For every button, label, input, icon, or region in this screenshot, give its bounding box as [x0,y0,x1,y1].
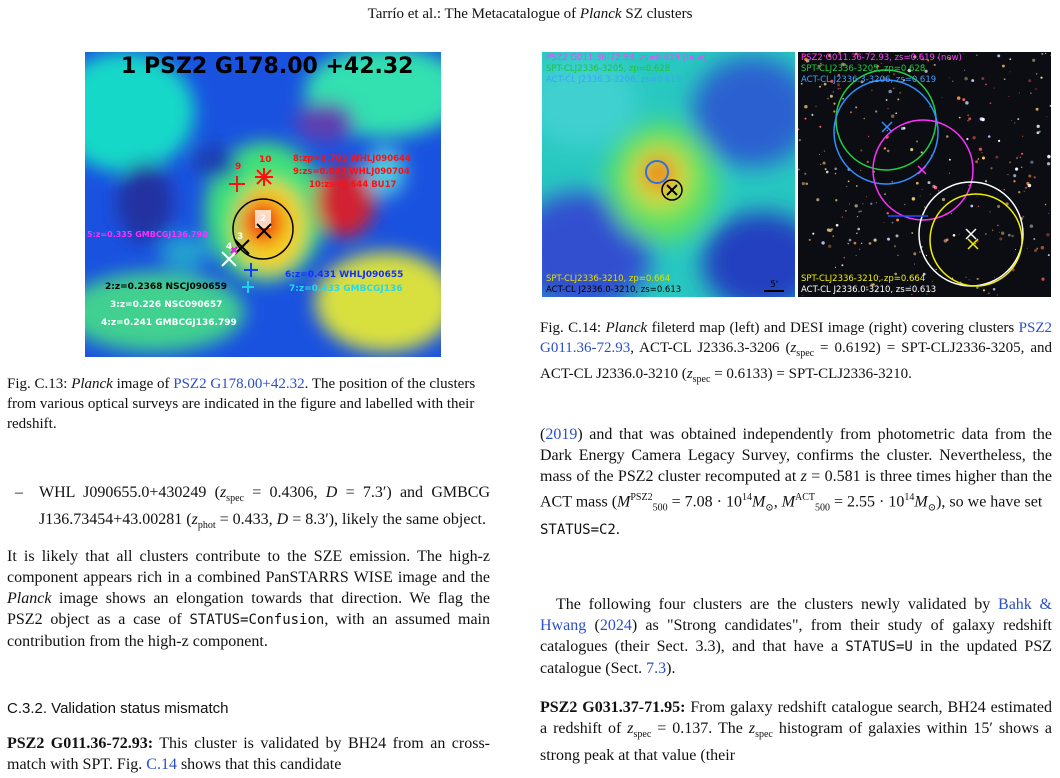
star-dot [827,98,829,100]
star-dot [916,182,919,185]
star-dot [887,108,889,110]
paragraph-confusion: It is likely that all clusters contribute to the SZE emission. The high-z component appears rich in a combined PanSTARRS WISE image and the Planck image shows an elongation towards that direction. We flag the PSZ2 object as a case of STATUS=Confusion, with an assumed main contribution from the high-z component. [7,548,491,650]
star-dot [819,126,821,128]
star-dot [1004,78,1006,80]
star-dot [835,132,836,133]
star-dot [835,173,837,175]
star-dot [934,64,936,66]
star-dot [988,292,990,294]
star-dot [985,233,986,234]
star-dot [997,54,1000,57]
star-dot [944,239,948,243]
star-dot [935,269,937,271]
star-dot [914,264,915,265]
star-dot [1013,180,1015,182]
star-dot [979,148,982,151]
star-dot [977,278,979,280]
star-dot [946,135,949,138]
red-label-10: 10:zs=0.644 BU17 [309,180,397,190]
star-dot [816,198,819,201]
sect-7-3-link[interactable]: 7.3 [646,660,667,677]
star-dot [972,136,975,139]
star-dot [886,137,887,138]
star-dot [804,173,806,175]
star-dot [861,243,863,245]
star-dot [1039,131,1041,133]
star-dot [977,196,978,197]
star-dot [962,98,965,101]
right-bottom-act: ACT-CL J2336.0-3210, zs=0.613 [801,285,937,295]
star-dot [887,238,890,241]
star-dot [985,84,987,86]
star-dot [998,140,1000,142]
star-dot [997,294,998,295]
star-dot [897,255,898,256]
star-dot [887,130,888,131]
star-dot [845,210,847,212]
star-dot [859,249,860,250]
star-dot [957,96,961,100]
star-dot [819,154,820,155]
star-dot [1035,88,1037,90]
star-dot [1002,65,1005,68]
star-dot [978,206,979,207]
star-dot [966,138,968,140]
star-dot [798,129,799,131]
red-label-8: 8:zp=0.703 WHLJ090644 [293,154,411,164]
star-dot [1020,157,1021,158]
star-dot [994,88,995,89]
star-dot [967,120,968,121]
star-dot [832,235,834,237]
right-label-psz2: PSZ2 G011.36-72.93, zs=0.619 (new) [801,53,962,63]
star-dot [863,118,865,120]
star-dot [1007,174,1008,175]
left-bottom-act: ACT-CL J2336.0-3210, zs=0.613 [546,285,682,295]
star-dot [921,164,922,165]
star-dot [899,92,901,94]
star-dot [942,198,945,201]
star-dot [1019,93,1020,94]
star-dot [1018,191,1020,193]
figure-c13-caption: Fig. C.13: Planck image of PSZ2 G178.00+42.32. The position of the clusters from various optical surveys are indicated in the figure and labelled with their redshift. [7,376,476,432]
star-dot [839,88,840,89]
star-dot [1046,116,1047,117]
star-dot [1037,125,1040,128]
star-dot [802,295,803,296]
star-dot [1016,157,1018,159]
star-dot [971,79,974,82]
star-dot [892,222,894,224]
running-header: Tarrío et al.: The Metacatalogue of Planck SZ clusters [367,6,693,22]
star-dot [997,225,999,227]
star-dot [922,189,923,190]
star-dot [1021,167,1022,168]
section-heading: C.3.2. Validation status mismatch [7,700,229,717]
planck-map-figure [85,52,441,357]
marker-9: 9 [235,162,242,172]
star-dot [1041,246,1044,249]
star-dot [990,102,992,104]
star-dot [1036,108,1039,111]
paragraph-act-mass: (2019) and that was obtained independently from photometric data from the Dark Energy Camera Legacy Survey, confirms the cluster. Nevertheless, the mass of the PSZ2 cluster recomputed at z = 0.581 is three times higher than the ACT mass ($M^{PSZ2}_{500} = 7.08 \cdot 10^{14}M_⊙$, $M^{ACT}_{500} = 2.55 \cdot 10^{14}M_⊙$), so we have set STATUS=C2. [540,426,1052,538]
star-dot [891,114,894,117]
star-dot [1041,53,1043,55]
star-dot [1011,120,1012,121]
star-dot [1046,233,1049,236]
star-dot [969,279,970,280]
star-dot [951,213,952,214]
star-dot [978,158,980,160]
star-dot [968,117,971,120]
star-dot [854,242,857,245]
star-dot [1048,213,1049,214]
star-dot [992,230,994,232]
left-bottom-spt: SPT-CLJ2336-3210, zp=0.664 [546,274,671,284]
star-dot [928,181,931,184]
star-dot [848,180,850,182]
star-dot [897,98,899,100]
star-dot [1047,162,1050,165]
star-dot [993,288,996,291]
star-dot [836,224,839,227]
star-dot [949,173,950,174]
star-dot [920,196,921,197]
star-dot [1034,249,1037,252]
star-dot [976,55,977,56]
star-dot [821,241,824,244]
star-dot [824,150,825,151]
star-dot [999,232,1000,233]
star-dot [867,161,869,163]
star-dot [812,233,814,235]
star-dot [1028,175,1031,178]
star-dot [884,193,886,195]
star-dot [1030,92,1031,93]
bullet-item [7,482,490,536]
star-dot [990,167,992,169]
paragraph-strong-candidates: The following four clusters are the clusters newly validated by Bahk & Hwang (2024) as "Strong candidates", from their study of galaxy redshift catalogues (their Sect. 3.3), and that have a STATUS=U in the updated PSZ catalogue (Sect. 7.3). [540,596,1053,677]
star-dot [1022,216,1024,218]
star-dot [850,111,852,113]
star-dot [975,243,976,244]
star-dot [870,203,872,205]
star-dot [982,157,985,160]
scale-label: 5' [770,280,779,290]
red-label-9: 9:zs=0.642 WHLJ090704 [293,167,410,177]
star-dot [949,159,951,161]
star-dot [833,103,835,105]
star-dot [858,211,860,213]
left-label-spt: SPT-CLJ2336-3205, zp=0.628 [546,64,671,74]
star-dot [1040,77,1042,79]
star-dot [802,182,805,185]
star-dot [1048,254,1050,256]
star-dot [1033,176,1035,178]
bullet-text: WHL J090655.0+430249 ($z_{spec} = 0.4306$, D = 7.3′) and GMBCG J136.73454+43.00281 ($z_{phot} = 0.433$, D = 8.3′), likely the same object. [39,484,490,532]
star-dot [901,127,904,130]
star-dot [1014,122,1015,123]
left-label-psz2: PSZ2 G011.36-72.93, zs=0.619 (new) [546,53,707,63]
star-dot [1009,161,1011,163]
star-dot [838,88,840,90]
star-dot [805,182,808,185]
star-dot [833,91,834,92]
star-dot [1028,184,1032,188]
star-dot [968,184,969,185]
star-dot [1010,72,1011,73]
star-dot [804,118,806,120]
star-dot [862,203,863,204]
star-dot [932,185,935,188]
star-dot [1036,73,1038,75]
star-dot [849,203,850,204]
star-dot [811,114,813,116]
star-dot [912,197,915,200]
star-dot [869,242,872,245]
star-dot [959,117,961,119]
star-dot [958,234,959,235]
bahk-hwang-link[interactable]: Bahk & Hwang [540,596,1053,634]
star-dot [919,251,920,252]
star-dot [1003,189,1005,191]
star-dot [896,234,899,237]
star-dot [823,162,826,165]
star-dot [910,148,913,151]
star-dot [1030,224,1034,228]
right-label-spt: SPT-CLJ2336-3205, zp=0.628 [801,64,926,74]
star-dot [938,190,939,191]
star-dot [1001,232,1004,235]
star-dot [828,245,831,248]
star-dot [996,156,999,159]
star-dot [1041,278,1044,281]
star-dot [1030,161,1033,164]
star-dot [1050,55,1051,56]
star-dot [835,199,837,201]
white-label-4: 4:z=0.241 GMBCGJ136.799 [101,318,237,328]
star-dot [1045,204,1047,206]
star-dot [891,181,893,183]
star-dot [860,149,862,151]
bullet-dash: – [15,484,23,501]
star-dot [929,106,930,107]
star-dot [913,252,916,255]
star-dot [970,205,973,208]
fig-c14-link[interactable]: C.14 [146,756,177,773]
star-dot [857,228,860,231]
star-dot [855,204,858,207]
star-dot [1036,248,1038,250]
figure-c14-caption: Fig. C.14: Planck fileterd map (left) and DESI image (right) covering clusters PSZ2 G011.36-72.93, ACT-CL J2336.3-3206 $(z_{spec} = 0.6192) = SPT-CLJ2336-3205$, and ACT-CL J2336.0-3210 $(z_{spec} = 0.6133) = SPT-CLJ2336-3210$. [540,320,1053,385]
star-dot [1011,235,1013,237]
star-dot [799,139,801,141]
star-dot [1033,238,1035,240]
star-dot [965,277,966,278]
star-dot [860,210,861,211]
star-dot [1021,153,1023,155]
star-dot [981,118,984,121]
star-dot [856,232,858,234]
star-dot [981,77,984,80]
star-dot [964,77,968,81]
planck-filtered-map [542,52,795,297]
star-dot [842,216,844,218]
star-dot [857,216,858,217]
star-dot [896,219,899,222]
star-dot [952,80,954,82]
star-dot [829,229,832,232]
star-dot [965,101,969,105]
star-dot [855,255,856,256]
desi-image [798,52,1051,297]
star-dot [985,180,987,182]
star-dot [876,202,877,203]
star-dot [1022,136,1024,138]
star-dot [1024,191,1025,192]
star-dot [981,152,982,153]
marker-2: 2 [260,214,267,224]
star-dot [960,282,961,283]
paragraph-g011: PSZ2 G011.36-72.93: This cluster is validated by BH24 from an cross-match with SPT. Fig. C.14 shows that this candidate [7,735,491,773]
star-dot [1050,105,1051,107]
paragraph-g031: PSZ2 G031.37-71.95: From galaxy redshift catalogue search, BH24 estimated a redshift of $z_{spec} = 0.137$. The $z_{spec}$ histogram of galaxies within 15′ shows a strong peak at that value (their [540,699,1052,765]
marker-4: 4 [226,242,233,252]
star-dot [894,245,895,246]
star-dot [847,243,848,244]
star-dot [932,281,933,282]
star-dot [1015,168,1018,171]
star-dot [873,238,876,241]
star-dot [1015,249,1016,250]
star-dot [819,86,821,88]
star-dot [1032,59,1035,62]
star-dot [963,53,964,54]
star-dot [953,234,956,237]
star-dot [843,257,845,259]
white-label-3: 3:z=0.226 NSC090657 [110,300,223,310]
star-dot [1028,79,1031,82]
star-dot [860,170,861,171]
star-dot [846,186,847,187]
magenta-label-5: 5:z=0.335 GMBCGJ136.798 [87,230,208,239]
star-dot [849,239,852,242]
star-dot [889,202,890,203]
right-label-act: ACT-CL J2336.3-3206, zs=0.619 [801,75,937,85]
star-dot [1047,155,1050,158]
right-bottom-spt: SPT-CLJ2336-3210, zp=0.664 [801,274,926,284]
star-dot [856,185,858,187]
star-dot [887,150,890,153]
star-dot [855,106,857,108]
ref-2024-link[interactable]: 2024 [599,617,632,634]
star-dot [989,211,990,212]
psz2-g011-link[interactable]: PSZ2 G011.36-72.93 [540,320,1053,356]
star-dot [895,112,897,114]
star-dot [926,255,927,256]
star-dot [1008,96,1009,97]
left-label-act: ACT-CL J2336.3-3206, zs=0.619 [546,75,682,85]
star-dot [830,95,833,98]
star-dot [875,110,877,112]
star-dot [924,206,925,207]
star-dot [893,88,895,90]
star-dot [949,77,950,78]
star-dot [911,232,913,234]
star-dot [1013,174,1016,177]
star-dot [1027,248,1028,249]
star-dot [815,106,816,107]
star-dot [842,98,844,100]
star-dot [868,136,869,137]
marker-10: 10 [259,155,272,165]
star-dot [798,169,800,171]
star-dot [804,105,807,108]
star-dot [904,204,906,206]
star-dot [983,289,985,291]
star-dot [964,70,965,71]
star-dot [997,205,1000,208]
star-dot [988,135,991,138]
ref-2019-link[interactable]: 2019 [545,426,578,443]
star-dot [826,171,829,174]
psz2-link[interactable]: PSZ2 G178.00+42.32 [173,376,305,392]
star-dot [835,267,836,268]
star-dot [999,237,1002,240]
star-dot [871,90,872,91]
star-dot [1045,53,1046,54]
star-dot [994,277,995,278]
planck-map-image [85,52,441,357]
white-label-2: 2:z=0.2368 NSCJ090659 [105,282,228,292]
star-dot [841,264,843,266]
star-dot [967,114,969,116]
star-dot [930,194,931,195]
star-dot [809,239,811,241]
star-dot [825,168,827,170]
star-dot [1009,58,1011,60]
star-dot [886,212,888,214]
blue-label-6: 6:z=0.431 WHLJ090655 [285,270,404,280]
star-dot [916,141,918,143]
cyan-label-7: 7:z=0.433 GMBCGJ136 [289,284,403,294]
star-dot [942,97,943,98]
star-dot [833,110,835,112]
star-dot [975,160,978,163]
star-dot [820,164,821,165]
map-title: 1 PSZ2 G178.00 +42.32 [121,54,414,79]
star-dot [1018,156,1019,157]
star-dot [884,222,885,223]
marker-3: 3 [237,232,244,242]
star-dot [834,167,837,170]
star-dot [884,147,886,149]
star-dot [1025,187,1027,189]
star-dot [866,196,867,197]
star-dot [1017,118,1019,120]
star-dot [1008,234,1011,237]
star-dot [888,90,892,94]
star-dot [886,99,888,101]
